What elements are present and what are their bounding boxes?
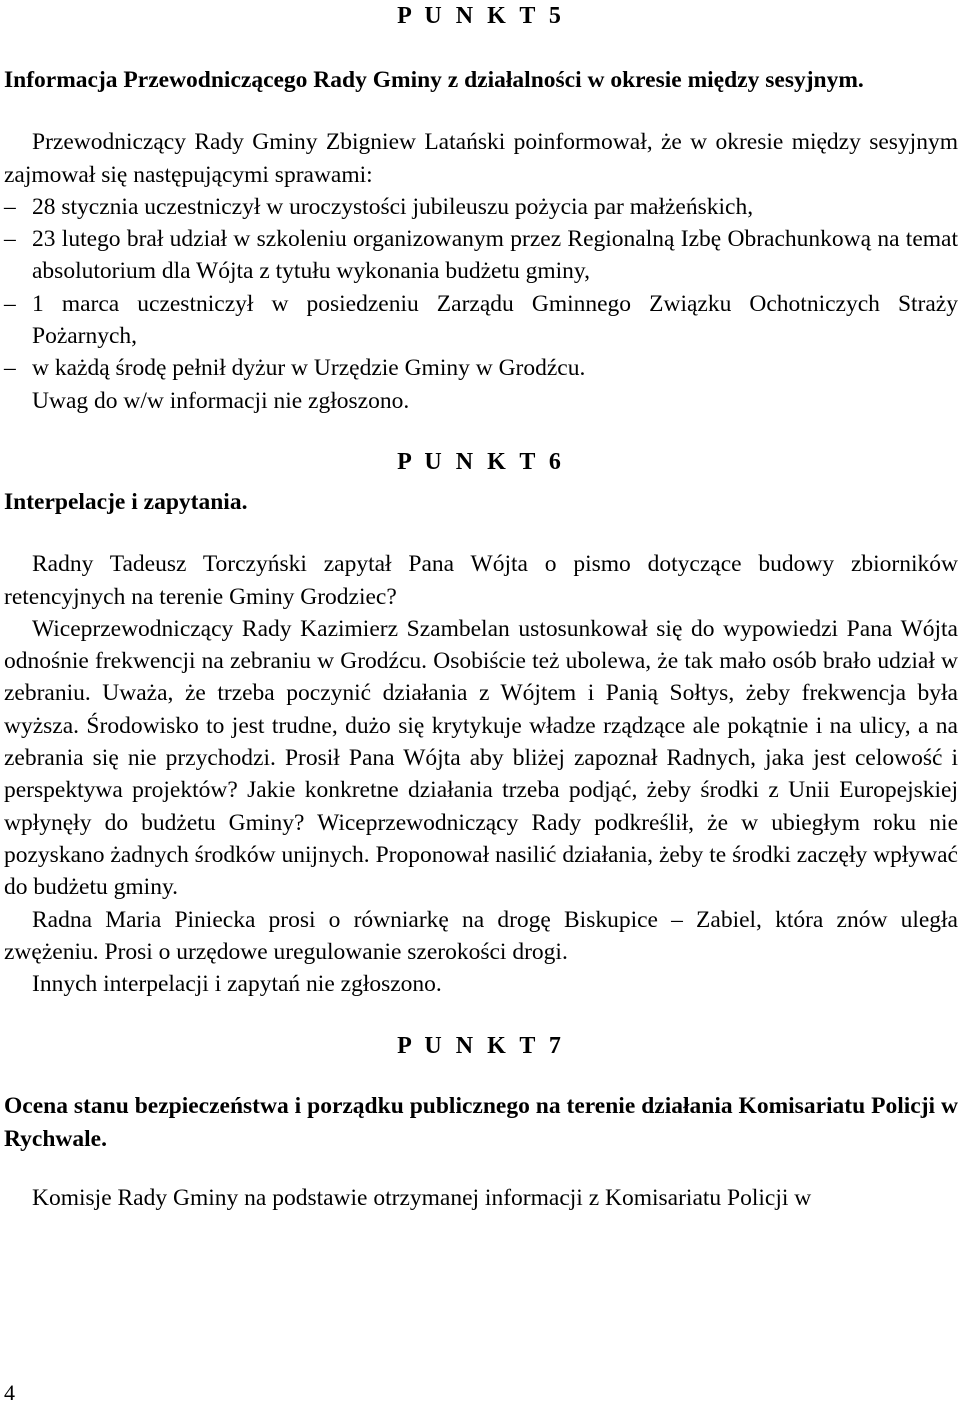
list-item-text: 1 marca uczestniczył w posiedzeniu Zarządu Gminnego Związku Ochotniczych Straży Pożarnych, [32, 290, 958, 350]
punkt5-heading: P U N K T 5 [397, 3, 565, 29]
punkt5-list [4, 191, 958, 385]
page-number: 4 [4, 1380, 15, 1405]
punkt5-closing: Uwag do w/w informacji nie zgłoszono. [32, 387, 410, 414]
punkt7-paragraph-1: Komisje Rady Gminy na podstawie otrzymanej informacji z Komisariatu Policji w [32, 1185, 812, 1212]
punkt6-heading: P U N K T 6 [397, 448, 565, 475]
punkt6-title: Interpelacje i zapytania. [4, 488, 248, 515]
dash-bullet: – [4, 193, 16, 220]
list-item-text: 28 stycznia uczestniczył w uroczystości jubileuszu pożycia par małżeńskich, [32, 193, 754, 220]
dash-bullet: – [4, 355, 16, 382]
punkt6-paragraph-2: Wiceprzewodniczący Rady Kazimierz Szambelan ustosunkował się do wypowiedzi Pana Wójta odnośnie frekwencji na zebraniu w Grodźcu. Osobiście też ubolewa, że tak mało osób brało udział w zebraniu. Uważa, że trzeba poczynić działania z Wójtem i Panią Sołtys, żeby frekwencja była wyższa. Środowisko to jest trudne, dużo się krytykuje władze rządzące ale pokątnie i na ulicy, a na zebrania się nie przychodzi. Prosił Pana Wójta aby bliżej zapoznał Radnych, jaka jest celowość i perspektywa projektów? Jakie konkretne działania trzeba podjąć, żeby środki z Unii Europejskiej wpłynęły do budżetu Gminy? Wiceprzewodniczący Rady podkreślił, że w ubiegłym roku nie pozyskano żadnych środków unijnych. Proponował nasilić działania, żeby te środki zaczęły wpływać do budżetu gminy. [4, 615, 958, 901]
dash-bullet: – [4, 290, 16, 317]
punkt6-paragraph-1: Radny Tadeusz Torczyński zapytał Pana Wójta o pismo dotyczące budowy zbiorników retencyjnych na terenie Gminy Grodziec? [4, 551, 958, 610]
list-item [4, 191, 958, 223]
dash-bullet: – [4, 226, 16, 253]
punkt6-paragraph-3: Radna Maria Piniecka prosi o równiarkę na drogę Biskupice – Zabiel, która znów uległa zwężeniu. Prosi o urzędowe uregulowanie szerokości drogi. [4, 906, 958, 965]
list-item-text: 23 lutego brał udział w szkoleniu organizowanym przez Regionalną Izbę Obrachunkową na temat absolutorium dla Wójta z tytułu wykonania budżetu gminy, [32, 226, 958, 285]
punkt5-title: Informacja Przewodniczącego Rady Gminy z działalności w okresie między sesyjnym. [4, 67, 864, 93]
list-item-text: w każdą środę pełnił dyżur w Urzędzie Gminy w Grodźcu. [32, 355, 586, 382]
punkt5-intro: Przewodniczący Rady Gminy Zbigniew Latański poinformował, że w okresie między sesyjnym zajmował się następującymi sprawami: [4, 129, 958, 188]
punkt6-paragraph-4: Innych interpelacji i zapytań nie zgłoszono. [32, 971, 442, 998]
list-item [4, 223, 958, 288]
list-item [4, 288, 958, 353]
punkt7-heading: P U N K T 7 [397, 1033, 565, 1060]
punkt7-title: Ocena stanu bezpieczeństwa i porządku publicznego na terenie działania Komisariatu Policji w Rychwale. [4, 1093, 958, 1152]
list-item [4, 352, 958, 384]
document-page [4, 0, 958, 1214]
